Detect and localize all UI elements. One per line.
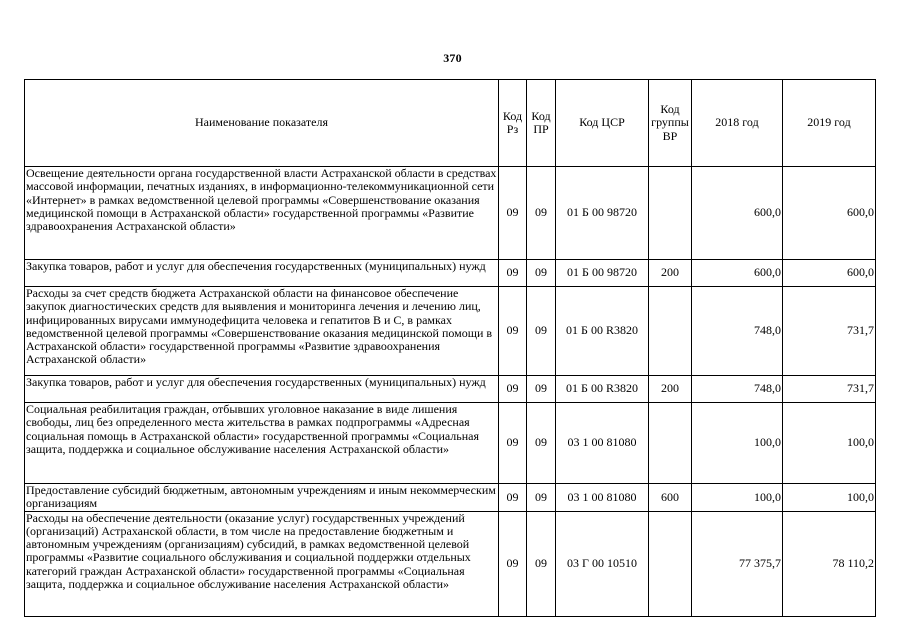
- cell-csr: 03 Г 00 10510: [556, 511, 649, 616]
- cell-vr: 200: [649, 260, 692, 287]
- cell-name: Закупка товаров, работ и услуг для обеспечения государственных (муниципальных) нужд: [25, 260, 499, 287]
- cell-2019: 731,7: [783, 376, 876, 403]
- cell-name: Предоставление субсидий бюджетным, автономным учреждениям и иным некоммерческим организациям: [25, 484, 499, 512]
- cell-name: Расходы за счет средств бюджета Астраханской области на финансовое обеспечение закупок диагностических средств для выявления и мониторинга лечения и лечению лиц, инфицированных вирусами иммунодефицита человека и гепатитов В и С, в рамках ведомственной целевой программы «Совершенствование оказания медицинской помощи в Астраханской области» государственной программы «Развитие здравоохранения Астраханской области»: [25, 287, 499, 376]
- cell-name: Расходы на обеспечение деятельности (оказание услуг) государственных учреждений (организаций) Астраханской области, в том числе на предоставление бюджетным и автономным учреждениям (организациям) субсидий, в рамках ведомственной целевой программы «Развитие социального обслуживания и социальной поддержки отдельных категорий граждан Астраханской области» государственной программы «Социальная защита, поддержка и социальное обслуживание населения Астраханской области»: [25, 511, 499, 616]
- cell-rz: 09: [499, 376, 527, 403]
- table-row: [25, 376, 876, 403]
- cell-rz: 09: [499, 167, 527, 260]
- header-rz: Код Рз: [499, 80, 527, 167]
- table-header-row: [25, 80, 876, 167]
- cell-csr: 01 Б 00 R3820: [556, 287, 649, 376]
- cell-2019: 600,0: [783, 167, 876, 260]
- cell-2018: 100,0: [692, 484, 783, 512]
- table-row: [25, 511, 876, 616]
- cell-csr: 01 Б 00 98720: [556, 167, 649, 260]
- cell-2018: 600,0: [692, 167, 783, 260]
- table-row: [25, 484, 876, 512]
- cell-vr: 200: [649, 376, 692, 403]
- header-2019: 2019 год: [783, 80, 876, 167]
- cell-pr: 09: [527, 260, 556, 287]
- cell-pr: 09: [527, 511, 556, 616]
- cell-2019: 600,0: [783, 260, 876, 287]
- cell-2018: 100,0: [692, 403, 783, 484]
- cell-name: Закупка товаров, работ и услуг для обеспечения государственных (муниципальных) нужд: [25, 376, 499, 403]
- cell-pr: 09: [527, 376, 556, 403]
- cell-vr: 600: [649, 484, 692, 512]
- cell-pr: 09: [527, 167, 556, 260]
- header-pr: Код ПР: [527, 80, 556, 167]
- cell-csr: 01 Б 00 R3820: [556, 376, 649, 403]
- cell-rz: 09: [499, 287, 527, 376]
- header-csr: Код ЦСР: [556, 80, 649, 167]
- cell-2019: 100,0: [783, 403, 876, 484]
- budget-table: [24, 79, 876, 617]
- cell-csr: 01 Б 00 98720: [556, 260, 649, 287]
- header-vr: Код группы ВР: [649, 80, 692, 167]
- cell-2019: 100,0: [783, 484, 876, 512]
- cell-2018: 748,0: [692, 376, 783, 403]
- header-2018: 2018 год: [692, 80, 783, 167]
- cell-rz: 09: [499, 260, 527, 287]
- page-number: 370: [443, 51, 462, 65]
- cell-rz: 09: [499, 403, 527, 484]
- cell-name: Социальная реабилитация граждан, отбывших уголовное наказание в виде лишения свободы, лиц без определенного места жительства в рамках подпрограммы «Адресная социальная помощь в Астраханской области» государственной программы «Социальная защита, поддержка и социальное обслуживание населения Астраханской области»: [25, 403, 499, 484]
- cell-vr: [649, 167, 692, 260]
- cell-name: Освещение деятельности органа государственной власти Астраханской области в средствах массовой информации, печатных изданиях, в информационно-телекоммуникационной сети «Интернет» в рамках ведомственной целевой программы «Совершенствование оказания медицинской помощи в Астраханской области» государственной программы «Развитие здравоохранения Астраханской области»: [25, 167, 499, 260]
- table-row: [25, 403, 876, 484]
- table-row: [25, 167, 876, 260]
- cell-pr: 09: [527, 403, 556, 484]
- cell-csr: 03 1 00 81080: [556, 484, 649, 512]
- header-name: Наименование показателя: [25, 80, 499, 167]
- cell-rz: 09: [499, 511, 527, 616]
- cell-2018: 748,0: [692, 287, 783, 376]
- table-row: [25, 287, 876, 376]
- cell-2018: 77 375,7: [692, 511, 783, 616]
- cell-csr: 03 1 00 81080: [556, 403, 649, 484]
- cell-pr: 09: [527, 287, 556, 376]
- cell-2018: 600,0: [692, 260, 783, 287]
- cell-vr: [649, 403, 692, 484]
- table-row: [25, 260, 876, 287]
- cell-2019: 731,7: [783, 287, 876, 376]
- cell-2019: 78 110,2: [783, 511, 876, 616]
- cell-vr: [649, 511, 692, 616]
- cell-vr: [649, 287, 692, 376]
- cell-rz: 09: [499, 484, 527, 512]
- cell-pr: 09: [527, 484, 556, 512]
